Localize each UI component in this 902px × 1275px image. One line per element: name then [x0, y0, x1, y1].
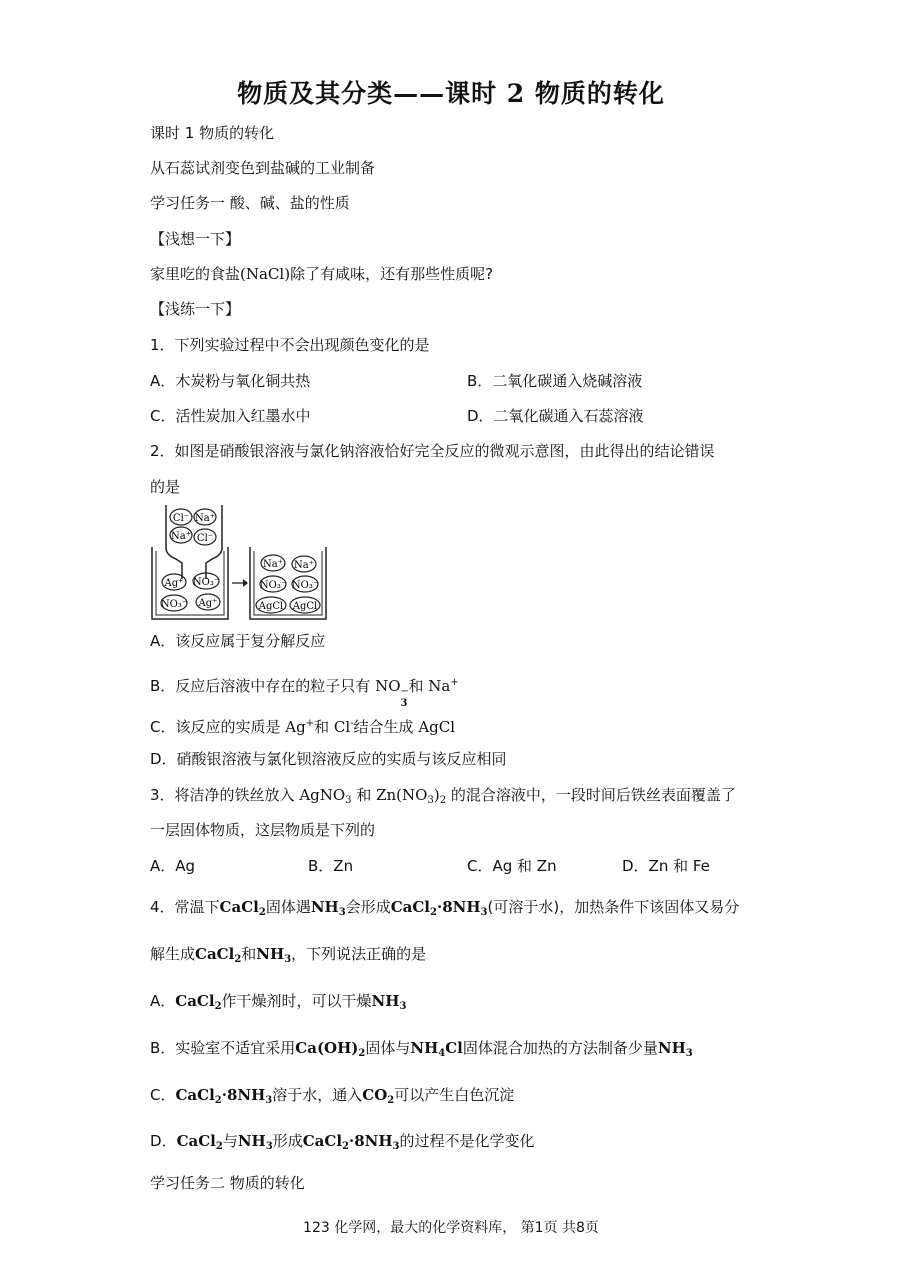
svg-text:AgCl: AgCl [258, 601, 284, 612]
q3-option-d: D．Zn 和 Fe [622, 857, 710, 875]
reaction-diagram [150, 503, 328, 625]
agno3-formula: AgNO$_3$ [299, 786, 352, 806]
task-one-heading: 学习任务一 酸、碱、盐的性质 [150, 194, 350, 212]
svg-text:Cl⁻: Cl⁻ [196, 533, 214, 544]
task-two-heading: 学习任务二 物质的转化 [150, 1174, 305, 1192]
svg-text:AgCl: AgCl [292, 601, 318, 612]
q4-stem: 4．常温下CaCl$_2$固体遇$NH_3$会形成$CaCl_2\cdot 8NH_3$(可溶于水)，加热条件下该固体又易分 [150, 898, 740, 918]
q1-option-b: B．二氧化碳通入烧碱溶液 [467, 372, 643, 390]
funnel-ion [170, 527, 192, 543]
left-beaker-ion [161, 595, 187, 611]
funnel-ion [194, 509, 216, 525]
svg-text:NO₃⁻: NO₃⁻ [291, 580, 319, 591]
q1-option-a: A．木炭粉与氧化铜共热 [150, 372, 311, 390]
q2-option-a: A．该反应属于复分解反应 [150, 632, 326, 650]
agcl-formula: AgCl [418, 718, 456, 736]
svg-text:NO₃⁻: NO₃⁻ [259, 580, 287, 591]
svg-text:Na⁺: Na⁺ [171, 531, 191, 542]
cl-formula: Cl- [333, 718, 354, 736]
no3-formula: NO − 3 [375, 677, 409, 709]
svg-text:Na⁺: Na⁺ [294, 560, 314, 571]
left-beaker-ion [162, 574, 186, 590]
svg-text:Na⁺: Na⁺ [195, 513, 215, 524]
q1-option-d: D．二氧化碳通入石蕊溶液 [467, 407, 644, 425]
think-question-part: 家里吃的食盐 [150, 265, 241, 283]
svg-text:Na⁺: Na⁺ [263, 559, 283, 570]
svg-text:NO₃⁻: NO₃⁻ [192, 577, 220, 588]
think-question-part: 除了有咸味，还有那些性质呢? [290, 265, 494, 283]
ag-formula: Ag+ [285, 718, 315, 736]
q3-stem: 3．将洁净的铁丝放入 AgNO$_3$ 和 $Zn(NO_3)_2$ 的混合溶液中，一段时间后铁丝表面覆盖了 [150, 786, 736, 806]
svg-text:Ag⁺: Ag⁺ [198, 598, 218, 609]
q1-stem: 1．下列实验过程中不会出现颜色变化的是 [150, 336, 430, 354]
right-beaker-ion [292, 576, 318, 592]
zn-no3-2-formula: $Zn(NO_3)_2$ [376, 786, 447, 806]
right-beaker-ion [260, 576, 286, 592]
right-beaker-precipitate [256, 597, 286, 613]
funnel-ion [170, 509, 192, 525]
lesson-heading: 课时 1 物质的转化 [150, 124, 275, 142]
q1-option-c: C．活性炭加入红墨水中 [150, 407, 311, 425]
page-title: 物质及其分类——课时 2 物质的转化 [237, 79, 665, 108]
right-beaker-precipitate [290, 597, 320, 613]
right-beaker-ion [292, 556, 316, 572]
q2-stem-cont: 的是 [150, 478, 181, 496]
page-footer: 123 化学网，最大的化学资料库， 第1页 共8页 [303, 1220, 599, 1236]
q3-stem-cont: 一层固体物质，这层物质是下列的 [150, 821, 376, 839]
q3-option-b: B．Zn [308, 857, 354, 875]
think-question [150, 263, 493, 285]
q4-option-b: B．实验室不适宜采用$Ca(OH)_2$固体与$NH_4Cl$固体混合加热的方法制备少量$NH_3$ [150, 1039, 693, 1059]
q2-option-b: B．反应后溶液中存在的粒子只有 NO − 3 和 Na+ [150, 677, 459, 709]
arrow-icon [243, 579, 248, 587]
practice-heading: 【浅练一下】 [150, 300, 241, 318]
svg-text:NO₃⁻: NO₃⁻ [160, 599, 188, 610]
right-beaker-ion [261, 555, 285, 571]
q3-option-a: A．Ag [150, 857, 196, 875]
q2-option-b-text: B．反应后溶液中存在的粒子只有 [150, 677, 376, 695]
funnel-ion [194, 529, 216, 545]
q2-option-c: C．该反应的实质是 Ag+和 Cl-结合生成 AgCl [150, 718, 456, 736]
svg-text:Cl⁻: Cl⁻ [172, 513, 190, 524]
svg-text:Ag⁺: Ag⁺ [164, 578, 184, 589]
q4-stem-cont: 解生成CaCl$_2$和$NH_3$，下列说法正确的是 [150, 945, 427, 965]
nacl-formula: (NaCl) [240, 265, 291, 283]
q4-option-c: C．$CaCl_2\cdot 8NH_3$溶于水，通入$CO_2$可以产生白色沉淀 [150, 1086, 515, 1106]
q4-option-a: A．CaCl$_2$作干燥剂时，可以干燥$NH_3$ [150, 992, 407, 1012]
na-formula: Na+ [428, 677, 459, 695]
q2-option-d: D．硝酸银溶液与氯化钡溶液反应的实质与该反应相同 [150, 750, 507, 768]
q4-option-d: D．CaCl$_2$与$NH_3$形成$CaCl_2\cdot 8NH_3$的过程不是化学变化 [150, 1132, 535, 1152]
lesson-subtitle: 从石蕊试剂变色到盐碱的工业制备 [150, 159, 376, 177]
q3-option-c: C．Ag 和 Zn [467, 857, 557, 875]
q2-stem: 2．如图是硝酸银溶液与氯化钠溶液恰好完全反应的微观示意图，由此得出的结论错误 [150, 442, 715, 460]
think-heading: 【浅想一下】 [150, 230, 241, 248]
left-beaker-ion [196, 594, 220, 610]
